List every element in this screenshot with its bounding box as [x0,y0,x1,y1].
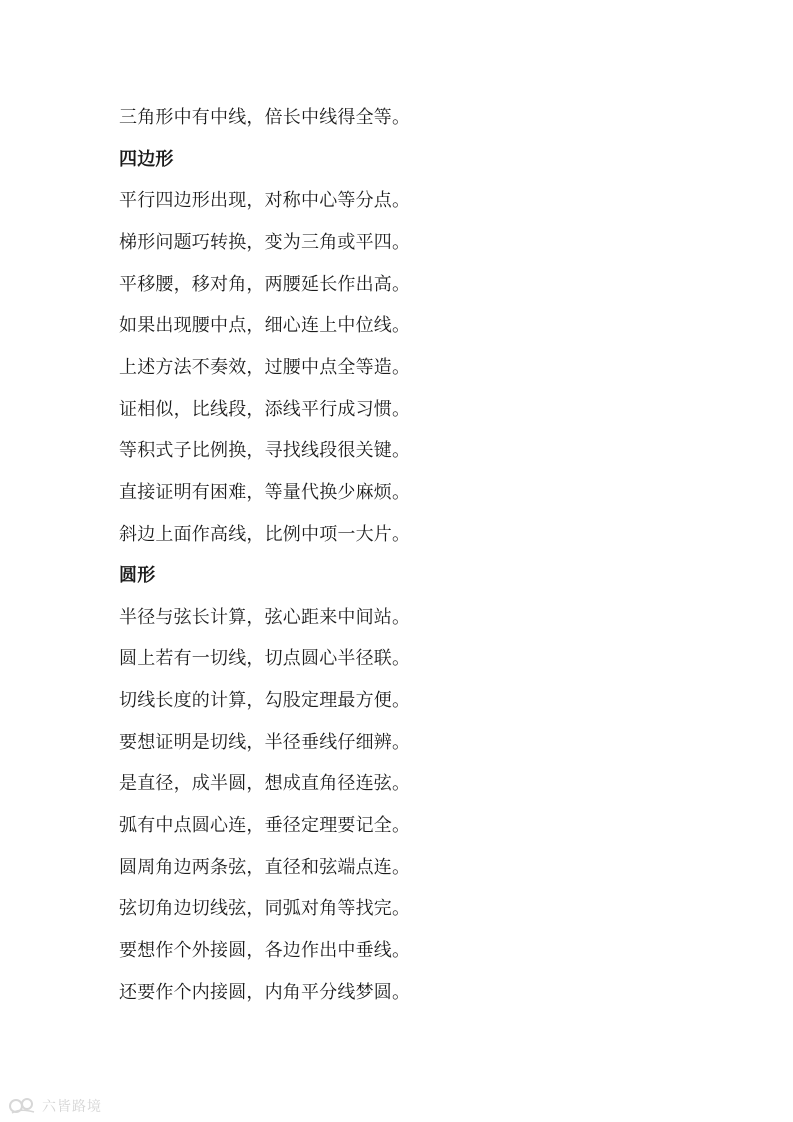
text-line: 圆上若有一切线，切点圆心半径联。 [119,648,411,670]
text-line: 要想作个外接圆，各边作出中垂线。 [119,940,411,961]
section-heading: 圆形 [119,565,156,587]
text-line: 三角形中有中线，倍长中线得全等。 [119,107,411,128]
text-line: 证相似，比线段，添线平行成习惯。 [119,398,411,420]
text-line: 直接证明有困难，等量代换少麻烦。 [119,481,411,503]
watermark-text: 六皆路境 [42,1099,102,1115]
text-line: 等积式子比例换，寻找线段很关键。 [119,440,411,462]
text-line: 半径与弦长计算，弦心距来中间站。 [119,606,411,628]
text-line: 弧有中点圆心连，垂径定理要记全。 [119,815,411,837]
text-line: 平移腰，移对角，两腰延长作出高。 [119,273,411,295]
text-line: 要想证明是切线，半径垂线仔细辨。 [119,731,411,753]
text-line: 是直径，成半圆，想成直角径连弦。 [119,773,411,795]
text-line: 斜边上面作高线，比例中项一大片。 [119,523,411,545]
text-line: 梯形问题巧转换，变为三角或平四。 [119,231,411,253]
text-line: 上述方法不奏效，过腰中点全等造。 [119,356,411,378]
text-line: 如果出现腰中点，细心连上中位线。 [119,315,411,337]
text-line: 切线长度的计算，勾股定理最方便。 [119,690,411,712]
section-heading: 四边形 [119,148,174,170]
text-line: 圆周角边两条弦，直径和弦端点连。 [119,856,411,878]
watermark-logo-icon [8,1096,38,1116]
text-line: 平行四边形出现，对称中心等分点。 [119,190,411,212]
text-line: 还要作个内接圆，内角平分线梦圆。 [119,981,411,1003]
watermark [8,1094,102,1118]
text-line: 弦切角边切线弦，同弧对角等找完。 [119,898,411,920]
